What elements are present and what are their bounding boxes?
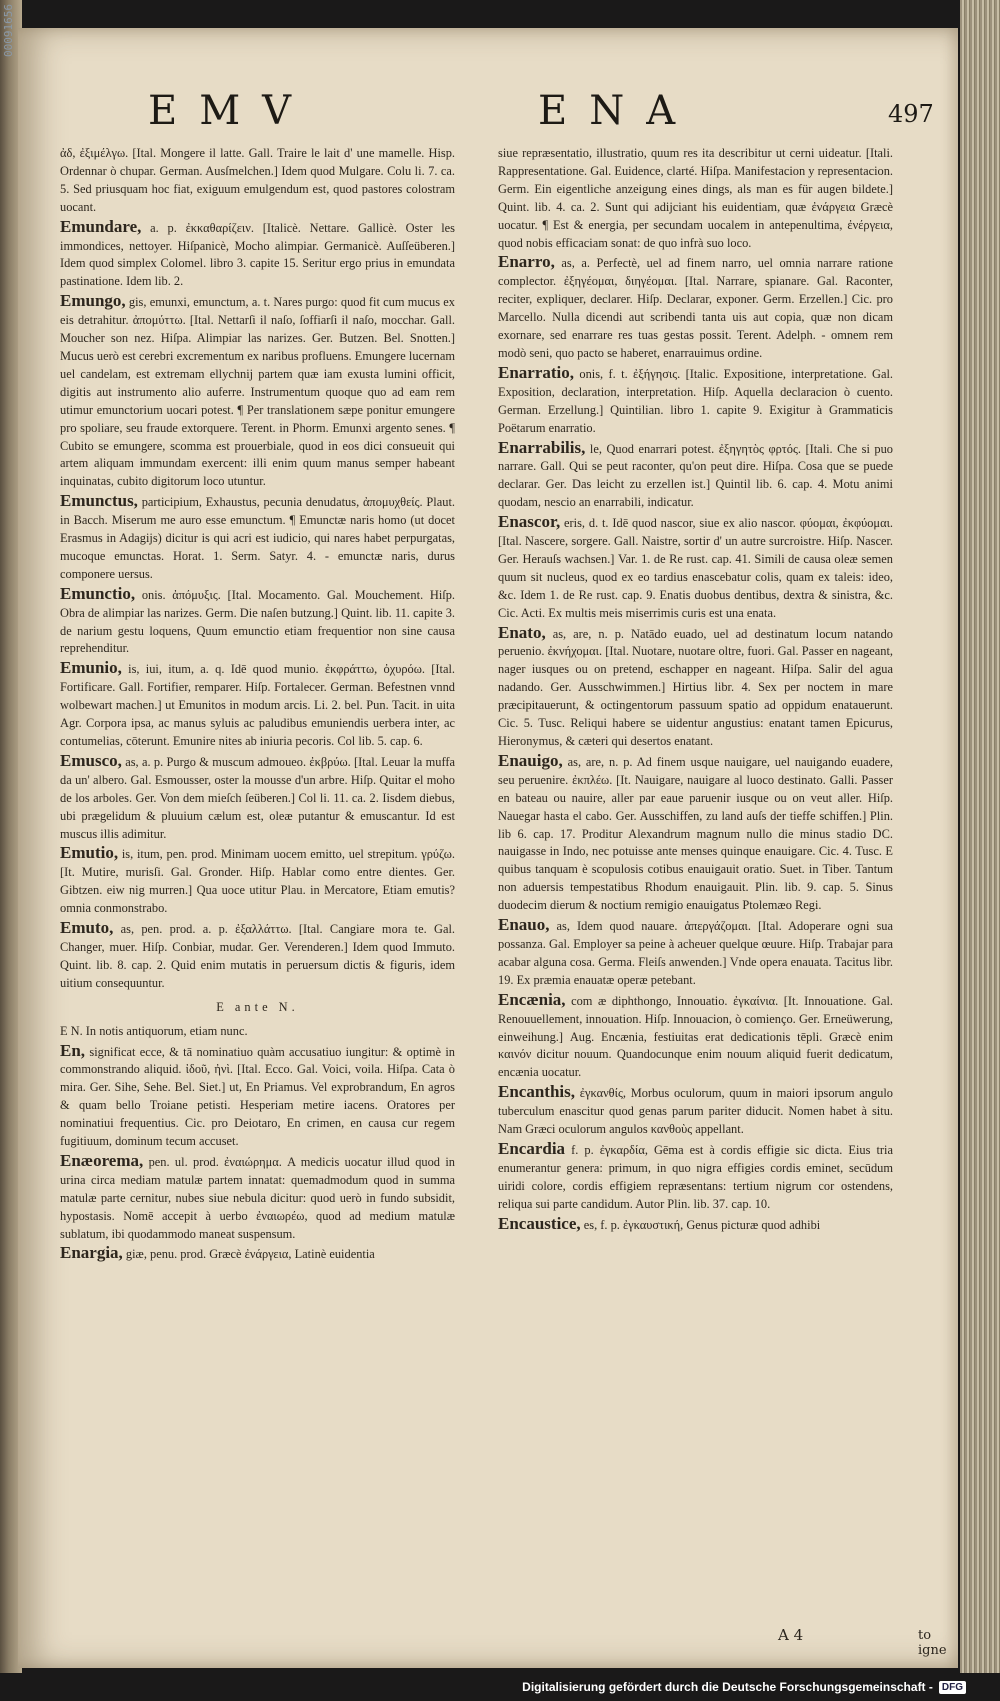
entry-definition: E N. In notis antiquorum, etiam nunc. bbox=[60, 1023, 248, 1038]
dictionary-entry bbox=[60, 1152, 455, 1244]
dictionary-entry bbox=[498, 991, 893, 1083]
entry-definition: is, iui, itum, a. q. Idē quod munio. ἐκφράττω, ὀχυρόω. [Ital. Fortificare. Gall. Fortifier, remparer. Hiſp. Fortalecer. German. Befestnen vnnd wolbewart machen.] ut Emunitos in modum arcis. Li. 2. bel. Pun. Tacit. in uita Agr. Corpora ipsa, ac manus syluis ac paludibus emuniendis uerbera inter, ac contumelias, cōterunt. Emunire nites ab iniuria pecoris. Col lib. 5. cap. 6. bbox=[60, 662, 455, 748]
dictionary-entry bbox=[60, 218, 455, 292]
dictionary-entry bbox=[498, 1140, 893, 1214]
entry-definition: as, are, n. p. Ad finem usque nauigare, uel nauigando euadere, seu peruenire. ἐκπλέω. [It. Nauigare, nauigare al luoco destinato. Galli. Passer en bateau ou nauire, aller par eaue paruenir iusque ou on veut aller. Hiſp. Nauegar hasta el cabo. Ger. Ausschiffen, zu land auſs der tieffe schiffen.] Plin. lib 6. cap. 17. Proditur Alexandrum magnum nullo die minus stadio DC. nauigasse in Indo, nec potuisse ante menses quinque enauigare. Cic. 4. Tusc. E quibus tanquam è scopulosis cotibus enauigauit oratio. Suet. in Tiber. Tantum non aduersis tempestatibus Rhodum enauigauit. Plin. lib. 9. cap. 5. Sinus duodecim dierum & noctium remigio enauigatus Ptolemæo Regi. bbox=[498, 754, 893, 913]
entry-headword: Encaustice, bbox=[498, 1213, 581, 1233]
entry-headword: Enæorema, bbox=[60, 1150, 144, 1170]
dictionary-entry bbox=[60, 1042, 455, 1151]
scan-id: 00091656 bbox=[2, 4, 15, 57]
section-heading: E ante N. bbox=[216, 999, 299, 1014]
signature-mark: A 4 bbox=[778, 1626, 804, 1644]
entry-definition: siue repræsentatio, illustratio, quum res ita describitur ut cerni uideatur. [Itali. Rappresentatione. Gal. Euidence, clarté. Hiſpa. Manifestacion y representacion. Germ. Ein eigentliche anzeigung eines dings, als man es für augen bildete.] Quint. lib. 4. ca. 2. Sunt qui adijciant his euidentiam, quæ ἐνάργεια Græcè uocatur. ¶ Est & energia, per secundam uocalem in antepenultima, ἐνέργεια, quod nobis efficaciam sonat: de quo infrà suo loco. bbox=[498, 146, 893, 250]
dictionary-entry bbox=[498, 1215, 893, 1235]
dictionary-entry bbox=[60, 292, 455, 491]
entry-headword: Enarro, bbox=[498, 252, 555, 272]
left-column bbox=[60, 143, 455, 1653]
entry-headword: Enarrabilis, bbox=[498, 437, 586, 457]
entry-headword: Emunctio, bbox=[60, 583, 136, 603]
entry-definition: as, a. Perfectè, uel ad finem narro, uel omnia narrare ratione complector. ἐξηγέομαι, διηγέομαι. [Ital. Narrare, spianare. Gal. Raconter, reciter, expliquer, declarer. Hiſp. Declarar, exponer. Germ. Erzellen.] Cic. pro Marcello. Nulla dicendi aut scribendi tanta uis aut copia, quæ non dicam exornare, sed enarrare res tuas gestas possit. Terent. Adelph. - omnem rem modò seni, quo pacto se haberet, enarrauimus ordine. bbox=[498, 256, 893, 360]
dictionary-entry bbox=[60, 585, 455, 659]
entry-headword: Enauo, bbox=[498, 915, 550, 935]
dictionary-entry bbox=[60, 659, 455, 751]
dictionary-entry bbox=[60, 752, 455, 844]
entry-headword: Emunio, bbox=[60, 658, 122, 678]
entry-headword: Emundare, bbox=[60, 216, 142, 236]
entry-headword: Emunctus, bbox=[60, 491, 138, 511]
entry-definition: as, a. p. Purgo & muscum admoueo. ἐκβρύω. [Ital. Leuar la muffa da un' albero. Gal. Esmousser, oster la mousse d'un arbre. Hiſp. Quitar el moho de los arboles. Ger. Von dem mieſch ſeüberen.] Col li. 11. ca. 2. Iisdem diebus, ubi prægelidum & pluuium cælum est, oleæ putantur & emuscantur. Id est muscus illis adimitur. bbox=[60, 754, 455, 841]
running-header-left: EMV bbox=[148, 88, 314, 134]
dictionary-entry bbox=[60, 1021, 455, 1041]
entry-definition: eris, d. t. Idē quod nascor, siue ex alio nascor. φύομαι, ἐκφύομαι. [Ital. Nascere, sorgere. Gall. Naistre, sortir d' un autre surcroistre. Hiſp. Nascer. Ger. Herauſs wachsen.] Var. 1. de Re rust. cap. 41. Simili de causa oleæ semen quum sit nucleus, quod ex eo tardius enascebatur colis, quam ex taleis: ideo, &c. Idem 1. de Re rust. cap. 9. Enatis duobus dentibus, dextra & sinistra, &c. Cic. Acti. Ex multis meis miserrimis curis est una enata. bbox=[498, 516, 893, 620]
dictionary-entry bbox=[498, 1083, 893, 1139]
dictionary-entry bbox=[498, 364, 893, 438]
dictionary-entry bbox=[60, 919, 455, 993]
right-column bbox=[498, 143, 893, 1653]
entry-definition: as, Idem quod nauare. ἀπεργάζομαι. [Ital. Adoperare ogni sua possanza. Gal. Employer sa peine à acheuer quelque œuure. Hiſp. Trabajar para acabar alguna cosa. Germa. Fleiſs anwenden.] Vnde opera enauata. Tacitus libr. 19. Ex præmia enauatæ operæ petebant. bbox=[498, 919, 893, 987]
entry-headword: Encænia, bbox=[498, 989, 566, 1009]
dfg-logo: DFG bbox=[939, 1681, 966, 1694]
dictionary-entry bbox=[498, 253, 893, 362]
dictionary-entry bbox=[60, 143, 455, 217]
entry-definition: onis, f. t. ἐξήγησις. [Italic. Expositione, interpretatione. Gal. Exposition, declaration, interpretation. Hiſp. Aquella declaracion ò cuento. German. Erzellung.] Quintilian. libro 1. capite 9. Exigitur à Grammaticis Poëtarum enarratio. bbox=[498, 366, 893, 435]
dictionary-entry bbox=[498, 624, 893, 751]
catchword: to igne bbox=[918, 1628, 947, 1658]
entry-headword: Enargia, bbox=[60, 1243, 123, 1263]
entry-definition: as, are, n. p. Natādo euado, uel ad destinatum locum natando peruenio. ἐκνήχομαι. [Ital. Nuotare, nuotare oltre, fuori. Gal. Passer en nageant, nager iusques ou on pretend, eschapper en nageant. Hiſpa. Salir del agua nadando. Ger. Ausschwimmen.] Hirtius libr. 4. Sex per noctem in mare præcipitauerunt, & octingentorum passuum spatio ad oppidum enatauerunt. Cic. 5. Tusc. Reliqui habere se uidentur angustius: enatant tamen Epicurus, Hieronymus, & cæteri qui desertos enatant. bbox=[498, 626, 893, 748]
entry-headword: Enauigo, bbox=[498, 750, 563, 770]
dictionary-entry bbox=[498, 916, 893, 990]
entry-definition: ἐγκανθίς, Morbus oculorum, quum in maiori ipsorum angulo tuberculum enascitur quod genas parum pariter diducit. Nomen habet à situ. Nam Græci oculorum angulos κανθοὺς appellant. bbox=[498, 1086, 893, 1137]
dictionary-entry bbox=[60, 492, 455, 584]
entry-definition: es, f. p. ἐγκαυστική, Genus picturæ quod adhibi bbox=[583, 1217, 821, 1232]
entry-headword: Enascor, bbox=[498, 512, 561, 532]
entry-definition: f. p. ἐγκαρδία, Gēma est à cordis effigie sic dicta. Eius tria enumerantur genera: primum, in quo nigra effigies cordis eminet, secūdum uiridi colore, cordis effigiem repræsentans: tertium nigrum cor ostendens, reliqua sui parte candidum. Autor Plin. lib. 37. cap. 10. bbox=[498, 1142, 893, 1211]
footer-text: Digitalisierung gefördert durch die Deutsche Forschungsgemeinschaft - bbox=[522, 1680, 933, 1694]
entry-headword: Enarratio, bbox=[498, 362, 575, 382]
entry-definition: is, itum, pen. prod. Minimam uocem emitto, uel strepitum. γρύζω. [It. Mutire, murisſi. Gal. Gronder. Hiſp. Hablar como entre dientes. Ger. Gibtzen. eiw nig murren.] Qua uoce utitur Plau. in Mercatore, Etiam emutis? omnia conmonstrabo. bbox=[60, 847, 455, 916]
entry-headword: Encardia bbox=[498, 1138, 566, 1158]
entry-definition: participium, Exhaustus, pecunia denudatus, ἀπομυχθείς. Plaut. in Bacch. Miserum me auro esse emunctum. ¶ Emunctæ naris homo (ut docet Erasmus in Adagijs) dicitur is qui acri est iudicio, qui nares habet perpurgatas, mucoque emunctas. Horat. 1. Serm. Satyr. 4. - emunctæ naris, durus componere uersus. bbox=[60, 495, 455, 581]
entry-definition: as, pen. prod. a. p. ἐξαλλάττω. [Ital. Cangiare mora te. Gal. Changer, muer. Hiſp. Conbiar, mudar. Ger. Verenderen.] Idem quod Immuto. Quint. lib. 8. cap. 2. Quid enim mutatis in peruersum dictis & figuris, idem uitium consequuntur. bbox=[60, 922, 455, 990]
page-stack-edge bbox=[960, 0, 1000, 1701]
entry-headword: Emusco, bbox=[60, 750, 122, 770]
entry-headword: Emungo, bbox=[60, 291, 126, 311]
entry-definition: ἀδ, ἐξιμέλγω. [Ital. Mongere il latte. Gall. Traire le lait d' une mamelle. Hisp. Ordennar ò chupar. German. Ausſmelchen.] Idem quod Mulgare. Colu li. 7. ca. 5. Sed priusquam hoc fiat, exiguum emulgendum est, quod pastores colostram uocant. bbox=[60, 146, 455, 214]
entry-definition: onis. ἀπόμυξις. [Ital. Mocamento. Gal. Mouchement. Hiſp. Obra de alimpiar las narizes. Germ. Die naſen butzung.] Quint. lib. 11. capite 3. de narium gestu loquens, Quum emunctio etiam frequentior non sine causa reprehenditur. bbox=[60, 587, 455, 656]
entry-definition: pen. ul. prod. ἐναιώρημα. A medicis uocatur illud quod in urina circa mediam matulæ partem innatat: quemadmodum quod in summa matulæ parte cernitur, nubes siue nebula dicitur: quod uerò in fundo subsidit, hypostasis. Nomē accepit à uerbo ἐναιωρέω, quod ad medium matulæ sublatum, ibi quodammodo maneat suspensum. bbox=[60, 1154, 455, 1241]
running-header-right: ENA bbox=[538, 88, 698, 134]
entry-definition: a. p. ἐκκαθαρίζειν. [Italicè. Nettare. Gallicè. Oster les immondices, nettoyer. Hiſpanicè, Mocho alimpiar. Germanicè. Auſſeüberen.] Idem quod simplex Colomel. libro 3. capite 15. Seritur ergo prius in emundata pastinatione. Idem lib. 2. bbox=[60, 220, 455, 289]
dictionary-entry bbox=[60, 1244, 455, 1264]
entry-headword: Encanthis, bbox=[498, 1082, 575, 1102]
entry-definition: le, Quod enarrari potest. ἐξηγητὸς φρτός. [Itali. Che si puo narrare. Gall. Qui se peut raconter, qu'on peut dire. Hiſpa. Cosa que se puede declarar. Ger. Das leicht zu erzellen ist.] Quintil lib. 6. cap. 4. Motu animi quodam, nescio an enarrabili, indicatur. bbox=[498, 441, 893, 510]
dictionary-entry bbox=[498, 513, 893, 622]
entry-headword: En, bbox=[60, 1040, 86, 1060]
dictionary-entry bbox=[498, 143, 893, 252]
page-number: 497 bbox=[888, 100, 934, 128]
entry-headword: Emuto, bbox=[60, 918, 114, 938]
dictionary-entry bbox=[60, 844, 455, 918]
entry-definition: giæ, penu. prod. Græcè ἐνάργεια, Latinè euidentia bbox=[125, 1247, 375, 1262]
digitization-footer bbox=[0, 1673, 1000, 1701]
entry-definition: significat ecce, & tā nominatiuo quàm accusatiuo iungitur: & optimè in commonstrando aliquid. ἰδοῦ, ἠνὶ. [Ital. Ecco. Gal. Voici, voila. Hiſpa. Cata ò mira. Ger. Sihe, Sehe. Bel. Siet.] ut, En Priamus. Vel exprobrandum, En agros & quam bello Troiane petisti. Hesperiam metire iacens. Oratores per nominatiui frequentius. Cic. pro Deiotaro, En crimen, en causa cur regem fugitiuum, dominum tecum accuset. bbox=[60, 1044, 455, 1149]
entry-definition: gis, emunxi, emunctum, a. t. Nares purgo: quod fit cum mucus ex eis detrahitur. ἀπομύττω. [Ital. Nettarſi il naſo, ſoffiarſi il naſo, mocchar. Gall. Moucher son nez. Hiſpa. Alimpiar las narizes. Ger. Butzen. Bel. Snotten.] Mucus uerò est cerebri excrementum ex naribus profluens. Emungere lucernam uel candelam, est extremam ellychnij partem quæ iam exusta lumini officit, digitis aut instrumento alio auferre. Instrumentum quoque quo ad eam rem utimur emunctorium uocari potest. ¶ Per translationem sæpe ponitur emungere pro spoliare, seu fraude extorquere. Terent. in Phorm. Emunxi argento senes. ¶ Cubito se emungere, scomma est prouerbiale, quod in eos dici consueuit qui artem aliquam immundam exercent: illi enim quum manus semper habeant inquinatas, cubito digitorum loco utuntur. bbox=[60, 295, 455, 489]
entry-definition: com æ diphthongo, Innouatio. ἐγκαίνια. [It. Innouatione. Gal. Renouuellement, innouation. Hiſp. Innouacion, ò comienço. Ger. Erneüwerung, einweihung.] Aug. Encænia, festiuitas erat dedicationis tēpli. Græcè enim καινόν dicitur nouum. Quandocunque enim nouum aliquid fuerit dedicatum, encænia uocatur. bbox=[498, 993, 893, 1080]
dictionary-entry bbox=[498, 752, 893, 915]
book-page bbox=[18, 28, 958, 1668]
entry-headword: Enato, bbox=[498, 622, 546, 642]
entry-headword: Emutio, bbox=[60, 843, 119, 863]
dictionary-entry bbox=[498, 439, 893, 513]
